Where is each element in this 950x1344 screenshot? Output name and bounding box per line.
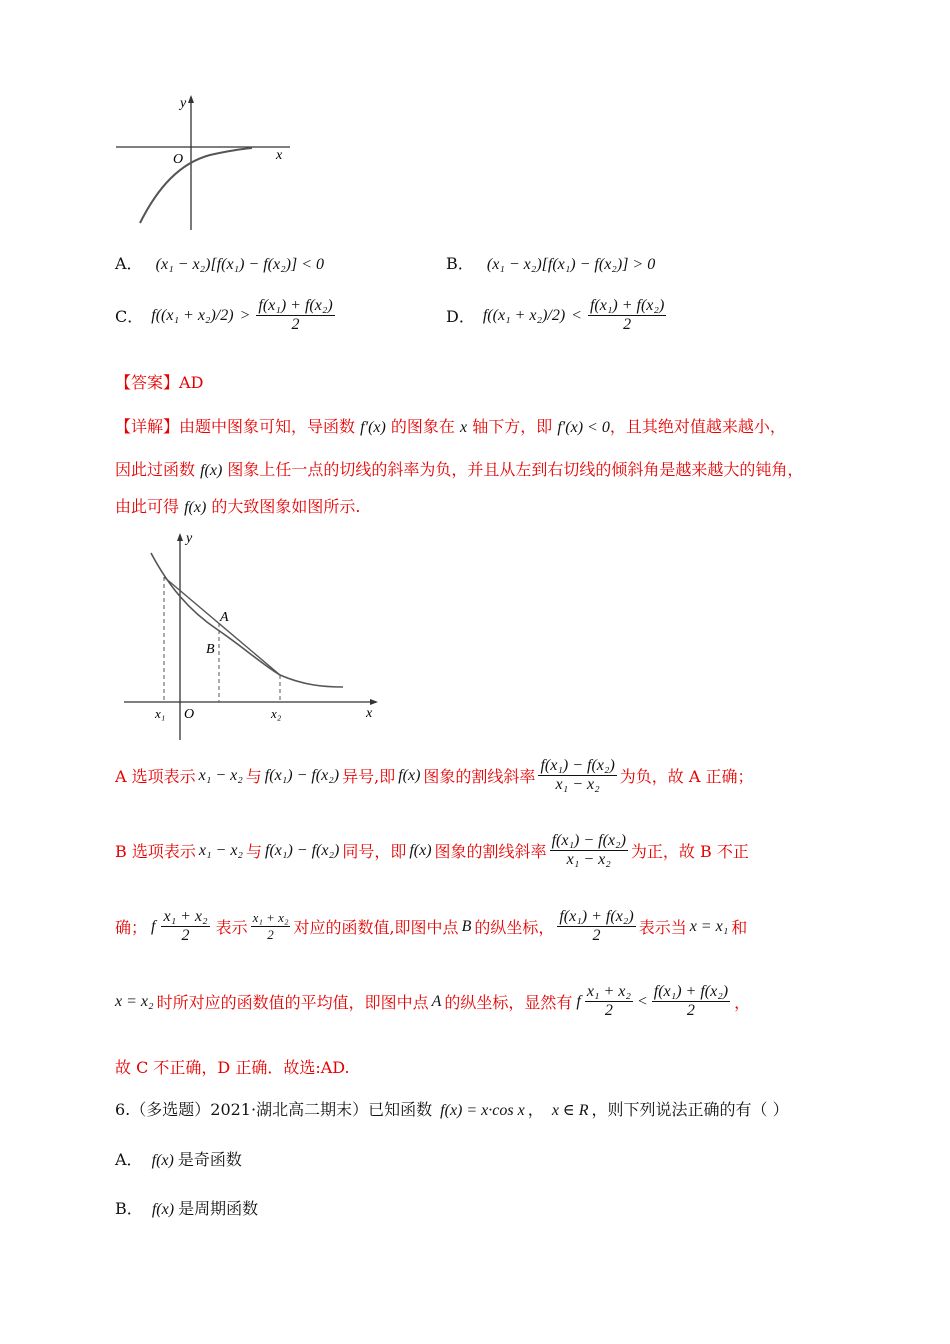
- option-label: B．: [115, 1199, 143, 1218]
- option-label: A．: [115, 1150, 143, 1169]
- fraction-denominator: 2: [181, 927, 190, 944]
- option-c-num: f(x₁) + f(x₂): [258, 297, 333, 314]
- option-d-den: 2: [623, 316, 632, 333]
- explanation-math: f′(x) < 0: [557, 419, 610, 436]
- question-math: f(x) = x·cos x: [440, 1102, 525, 1119]
- explanation-math: f(x): [200, 462, 223, 479]
- analysis-text: 时所对应的函数值的平均值，即图中点: [156, 993, 429, 1012]
- explanation-line-1: [115, 414, 786, 437]
- analysis-math: A: [431, 992, 442, 1010]
- fraction-denominator: x₁ − x₂: [566, 851, 611, 868]
- explanation-text: 由此可得: [115, 497, 180, 516]
- analysis-p3-fraction-3: [557, 908, 635, 945]
- fraction-numerator: x₁ + x₂: [163, 908, 208, 925]
- option-a-label: A．: [115, 254, 143, 273]
- explanation-math: x: [460, 419, 468, 436]
- graph2-x2-label: x₂: [271, 706, 282, 721]
- graph1-curve: [140, 148, 252, 223]
- graph2-x1-label: x₁: [155, 706, 166, 721]
- fraction-denominator: 2: [686, 1002, 695, 1019]
- graph1-origin-label: O: [173, 152, 184, 167]
- explanation-text: 因此过函数: [115, 460, 196, 479]
- fraction-numerator: f(x₁) + f(x₂): [559, 908, 634, 925]
- graph2-point-a-label: A: [220, 610, 229, 625]
- option-d-expr-left: f((x₁ + x₂)/2): [482, 306, 566, 324]
- fraction-numerator: f(x₁) − f(x₂): [551, 832, 626, 849]
- question-6-stem: [115, 1097, 789, 1120]
- analysis-math: <: [636, 992, 648, 1010]
- fraction-numerator: x₁ + x₂: [252, 910, 289, 925]
- analysis-line-1: [115, 757, 754, 794]
- fraction-denominator: x₁ − x₂: [555, 776, 600, 793]
- analysis-math: x = x₁: [689, 917, 729, 935]
- analysis-math: f: [576, 992, 581, 1010]
- analysis-text: 的纵坐标，: [474, 918, 555, 937]
- analysis-p2-fraction: [550, 832, 628, 869]
- analysis-math: f(x₁) − f(x₂): [265, 841, 340, 859]
- option-a: [115, 251, 324, 274]
- analysis-text: 同号，即: [342, 842, 407, 861]
- analysis-text: 为正，故 B 不正: [630, 842, 749, 861]
- analysis-p1-fraction: [538, 757, 616, 794]
- option-c-den: 2: [291, 316, 300, 333]
- graph-2: [118, 525, 383, 745]
- graph2-y-label: y: [186, 531, 193, 546]
- analysis-text: B 选项表示: [115, 842, 196, 861]
- analysis-text: 确；: [115, 918, 148, 937]
- question-text: ，则下列说法正确的有（ ）: [591, 1100, 789, 1119]
- analysis-math: B: [461, 917, 472, 935]
- explanation-text: 轴下方，即: [472, 417, 553, 436]
- option-b: [446, 251, 655, 274]
- explanation-line-2: [115, 457, 803, 480]
- explanation-text: 的图象在: [390, 417, 455, 436]
- explanation-tag: 【详解】: [115, 417, 180, 436]
- analysis-math: x₁ − x₂: [198, 766, 243, 784]
- graph1-y-label: y: [180, 96, 187, 111]
- analysis-line-3: [115, 908, 747, 945]
- option-d-op: <: [571, 306, 582, 324]
- analysis-math: x₁ − x₂: [198, 841, 243, 859]
- analysis-text: 与: [245, 767, 262, 786]
- option-math: f(x): [151, 1152, 174, 1169]
- fraction-denominator: 2: [592, 927, 601, 944]
- fraction-numerator: x₁ + x₂: [586, 983, 631, 1000]
- option-b-label: B．: [446, 254, 474, 273]
- analysis-line-4: [115, 983, 750, 1020]
- analysis-text: 表示: [215, 918, 248, 937]
- graph2-x-label: x: [366, 706, 373, 721]
- option-d: [446, 297, 666, 334]
- analysis-text: A 选项表示: [115, 767, 196, 786]
- explanation-math: f′(x): [360, 419, 386, 436]
- analysis-text: ，: [734, 993, 751, 1012]
- question-6-option-b: [115, 1196, 258, 1219]
- analysis-p3-fraction-1: [161, 908, 209, 945]
- question-math: x ∈ R: [551, 1102, 589, 1119]
- analysis-text: 图象的割线斜率: [434, 842, 547, 861]
- analysis-text: 对应的函数值,即图中点: [293, 918, 459, 937]
- analysis-text: 异号,即: [342, 767, 396, 786]
- answer-tag: 【答案】: [115, 373, 180, 392]
- option-b-expr: (x₁ − x₂)[f(x₁) − f(x₂)] > 0: [486, 256, 656, 273]
- analysis-p4-fraction-1: [585, 983, 633, 1020]
- option-c-label: C．: [115, 307, 144, 326]
- option-text: 是周期函数: [178, 1199, 259, 1218]
- question-text: ，: [527, 1100, 544, 1119]
- option-d-fraction: [588, 297, 666, 334]
- analysis-text: 图象的割线斜率: [423, 767, 536, 786]
- analysis-text: 为负，故 A 正确；: [619, 767, 754, 786]
- option-math: f(x): [151, 1201, 175, 1218]
- option-c-expr-left: f((x₁ + x₂)/2): [151, 306, 234, 324]
- option-d-label: D．: [446, 307, 475, 326]
- explanation-line-3: [115, 494, 361, 517]
- analysis-p4-fraction-2: [652, 983, 730, 1020]
- analysis-line-2: [115, 832, 749, 869]
- graph2-secant: [164, 577, 280, 675]
- answer-value: AD: [179, 373, 204, 392]
- analysis-text: 的纵坐标，显然有: [444, 993, 573, 1012]
- fraction-numerator: f(x₁) − f(x₂): [540, 757, 615, 774]
- fraction-denominator: 2: [267, 927, 274, 942]
- option-c-fraction: [256, 297, 334, 334]
- fraction-numerator: f(x₁) + f(x₂): [653, 983, 729, 1000]
- explanation-text: ，且其绝对值越来越小，: [609, 417, 786, 436]
- analysis-line-5: 故 C 不正确，D 正确．故选:AD.: [115, 1058, 350, 1077]
- option-c-op: >: [239, 306, 251, 324]
- graph2-y-arrow: [177, 533, 183, 541]
- explanation-math: f(x): [184, 499, 207, 516]
- option-d-num: f(x₁) + f(x₂): [589, 297, 665, 314]
- explanation-text: 图象上任一点的切线的斜率为负，并且从左到右切线的倾斜角是越来越大的钝角，: [227, 460, 804, 479]
- graph2-x-arrow: [370, 699, 378, 705]
- question-6-option-a: [115, 1147, 242, 1170]
- graph-1: [110, 85, 300, 235]
- question-text: 6.（多选题）2021·湖北高二期末）已知函数: [115, 1100, 433, 1119]
- analysis-p3-fraction-2: [251, 910, 291, 943]
- analysis-text: 表示当: [638, 918, 687, 937]
- analysis-math: f(x): [409, 841, 432, 859]
- answer-line: [115, 370, 203, 393]
- analysis-math: f(x₁) − f(x₂): [264, 766, 340, 784]
- analysis-math: f(x): [398, 766, 421, 784]
- explanation-text: 的大致图象如图所示.: [211, 497, 361, 516]
- analysis-math: x = x₂: [115, 992, 154, 1010]
- graph2-origin-label: O: [184, 707, 195, 722]
- option-c: [115, 297, 335, 334]
- explanation-text: 由题中图象可知，导函数: [179, 417, 356, 436]
- graph1-y-arrow: [188, 95, 194, 103]
- analysis-text: 与: [245, 842, 262, 861]
- graph2-point-b-label: B: [206, 642, 215, 657]
- fraction-denominator: 2: [604, 1002, 613, 1019]
- option-text: 是奇函数: [177, 1150, 242, 1169]
- analysis-math: f: [151, 917, 156, 935]
- option-a-expr: (x₁ − x₂)[f(x₁) − f(x₂)] < 0: [155, 256, 325, 273]
- graph1-x-label: x: [276, 148, 283, 163]
- analysis-text: 和: [731, 918, 748, 937]
